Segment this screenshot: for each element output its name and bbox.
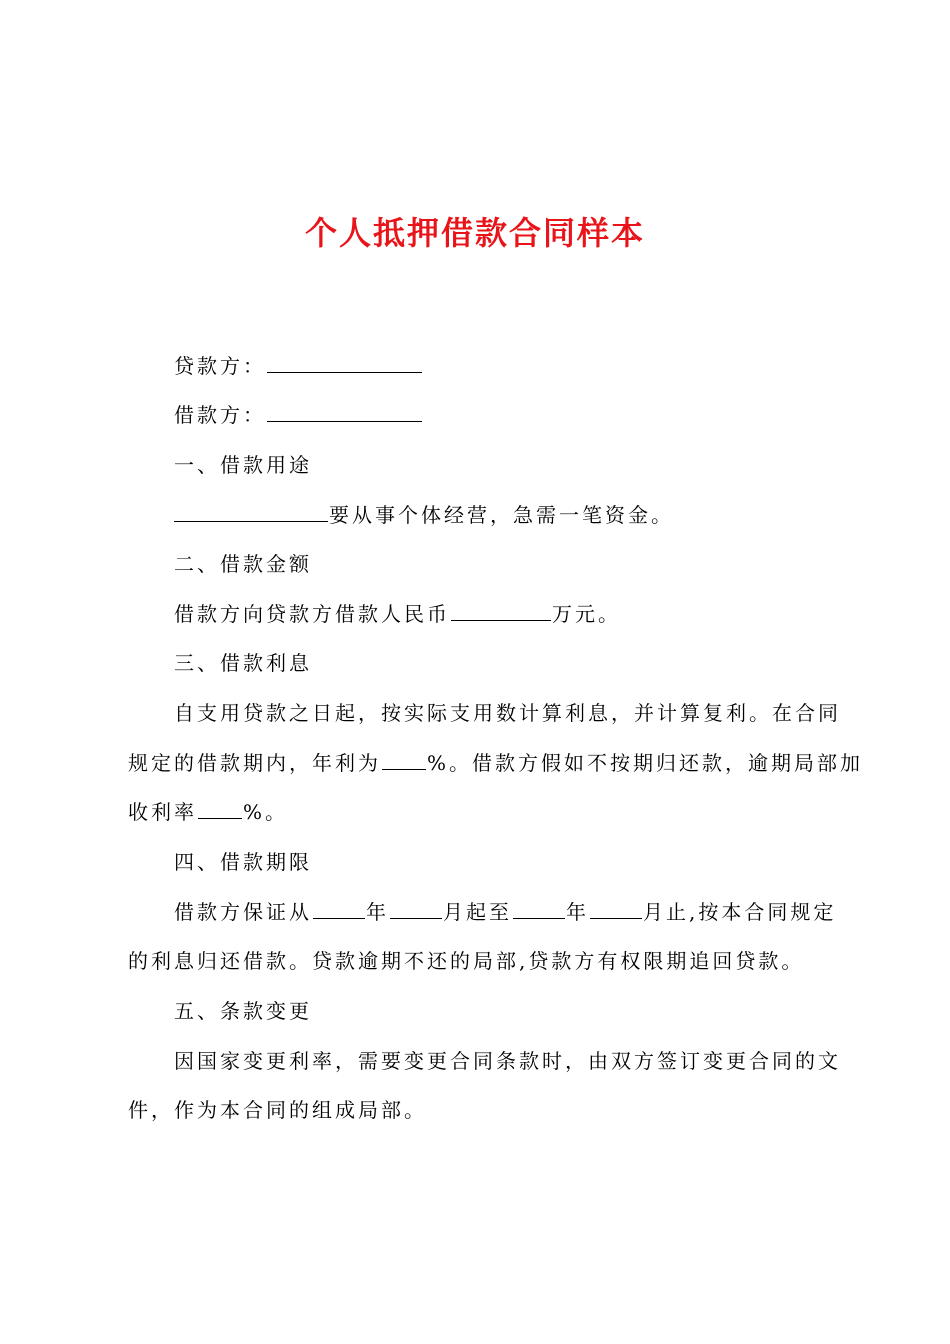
- section4-from-label: 月起至: [443, 900, 512, 924]
- section3-line2: [128, 738, 864, 788]
- section3-line3-before: 收利率: [128, 800, 197, 824]
- borrower-line: [128, 390, 884, 440]
- section4-heading: 四、借款期限: [174, 850, 312, 874]
- section2-body: [128, 589, 884, 639]
- section4-line2: 的利息归还借款。贷款逾期不还的局部,贷款方有权限期追回贷款。: [128, 949, 805, 973]
- end-month-blank: [590, 898, 642, 919]
- section4-year2-label: 年: [566, 900, 589, 924]
- section5-heading: 五、条款变更: [174, 999, 312, 1023]
- section1-body: [128, 490, 884, 540]
- section3-line1: 自支用贷款之日起，按实际支用数计算利息，并计算复利。在合同: [174, 701, 841, 725]
- penalty-rate-blank: [198, 798, 242, 819]
- borrower-blank: [267, 401, 422, 422]
- section2-text-before: 借款方向贷款方借款人民币: [174, 602, 450, 626]
- section3-heading: 三、借款利息: [174, 651, 312, 675]
- end-year-blank: [513, 898, 565, 919]
- section3-line3-after: %。: [243, 800, 289, 824]
- section3-line2-after: %。借款方假如不按期归还款，逾期局部加: [427, 751, 864, 775]
- lender-line: [128, 341, 884, 391]
- section1-heading: 一、借款用途: [174, 453, 312, 477]
- section3-line2-before: 规定的借款期内，年利为: [128, 751, 381, 775]
- lender-label: 贷款方：: [174, 354, 266, 378]
- section3-line3: [128, 787, 838, 837]
- section4-part1: 借款方保证从: [174, 900, 312, 924]
- purpose-blank: [174, 501, 328, 522]
- start-year-blank: [313, 898, 365, 919]
- amount-blank: [451, 600, 551, 621]
- lender-blank: [267, 352, 422, 373]
- section2-text-after: 万元。: [552, 602, 621, 626]
- document-title: 个人抵押借款合同样本: [304, 214, 645, 252]
- section5-line1: 因国家变更利率，需要变更合同条款时，由双方签订变更合同的文: [174, 1049, 841, 1073]
- annual-rate-blank: [382, 749, 426, 770]
- start-month-blank: [390, 898, 442, 919]
- section1-text: 要从事个体经营，急需一笔资金。: [329, 503, 674, 527]
- section4-year-label: 年: [366, 900, 389, 924]
- section4-part2: 月止,按本合同规定: [643, 900, 837, 924]
- section2-heading: 二、借款金额: [174, 552, 312, 576]
- borrower-label: 借款方：: [174, 403, 266, 427]
- section4-line1: [128, 887, 884, 937]
- section5-line2: 件，作为本合同的组成局部。: [128, 1098, 427, 1122]
